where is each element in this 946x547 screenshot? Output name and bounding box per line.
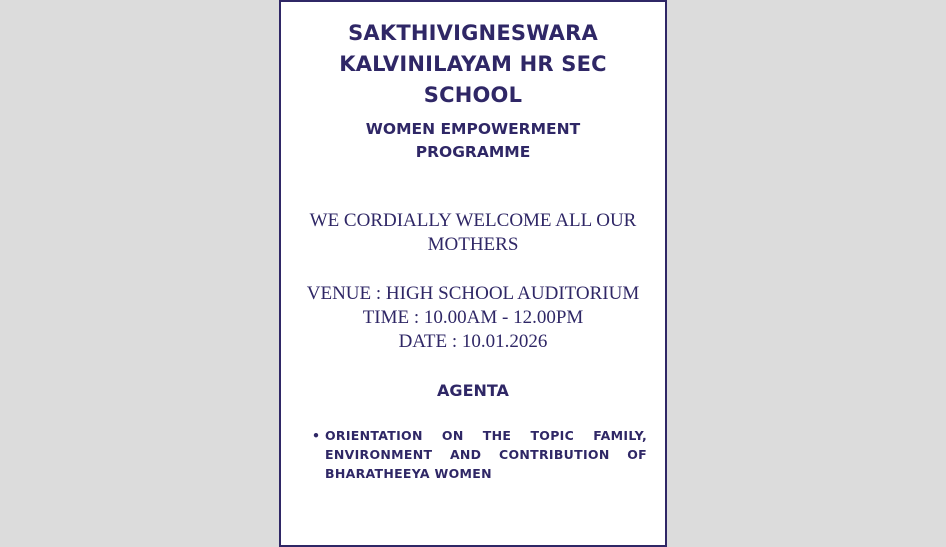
time-line: TIME : 10.00AM - 12.00PM xyxy=(362,307,584,328)
flyer-page xyxy=(279,0,667,547)
agenda-list xyxy=(311,426,647,483)
agenda-heading: AGENTA xyxy=(437,381,509,400)
agenda-item-text: ORIENTATION ON THE TOPIC FAMILY, ENVIRONMENT AND CONTRIBUTION OF BHARATHEEYA WOMEN xyxy=(325,428,647,481)
event-details xyxy=(281,282,665,354)
welcome-text: WE CORDIALLY WELCOME ALL OUR MOTHERS xyxy=(309,210,637,255)
school-name-heading: SAKTHIVIGNESWARA KALVINILAYAM HR SEC SCHOOL xyxy=(339,21,607,107)
bullet-icon: • xyxy=(312,428,321,443)
programme-title: WOMEN EMPOWERMENT PROGRAMME xyxy=(365,120,581,161)
agenda-item xyxy=(312,426,647,483)
date-line: DATE : 10.01.2026 xyxy=(398,331,548,352)
venue-line: VENUE : HIGH SCHOOL AUDITORIUM xyxy=(306,283,640,304)
